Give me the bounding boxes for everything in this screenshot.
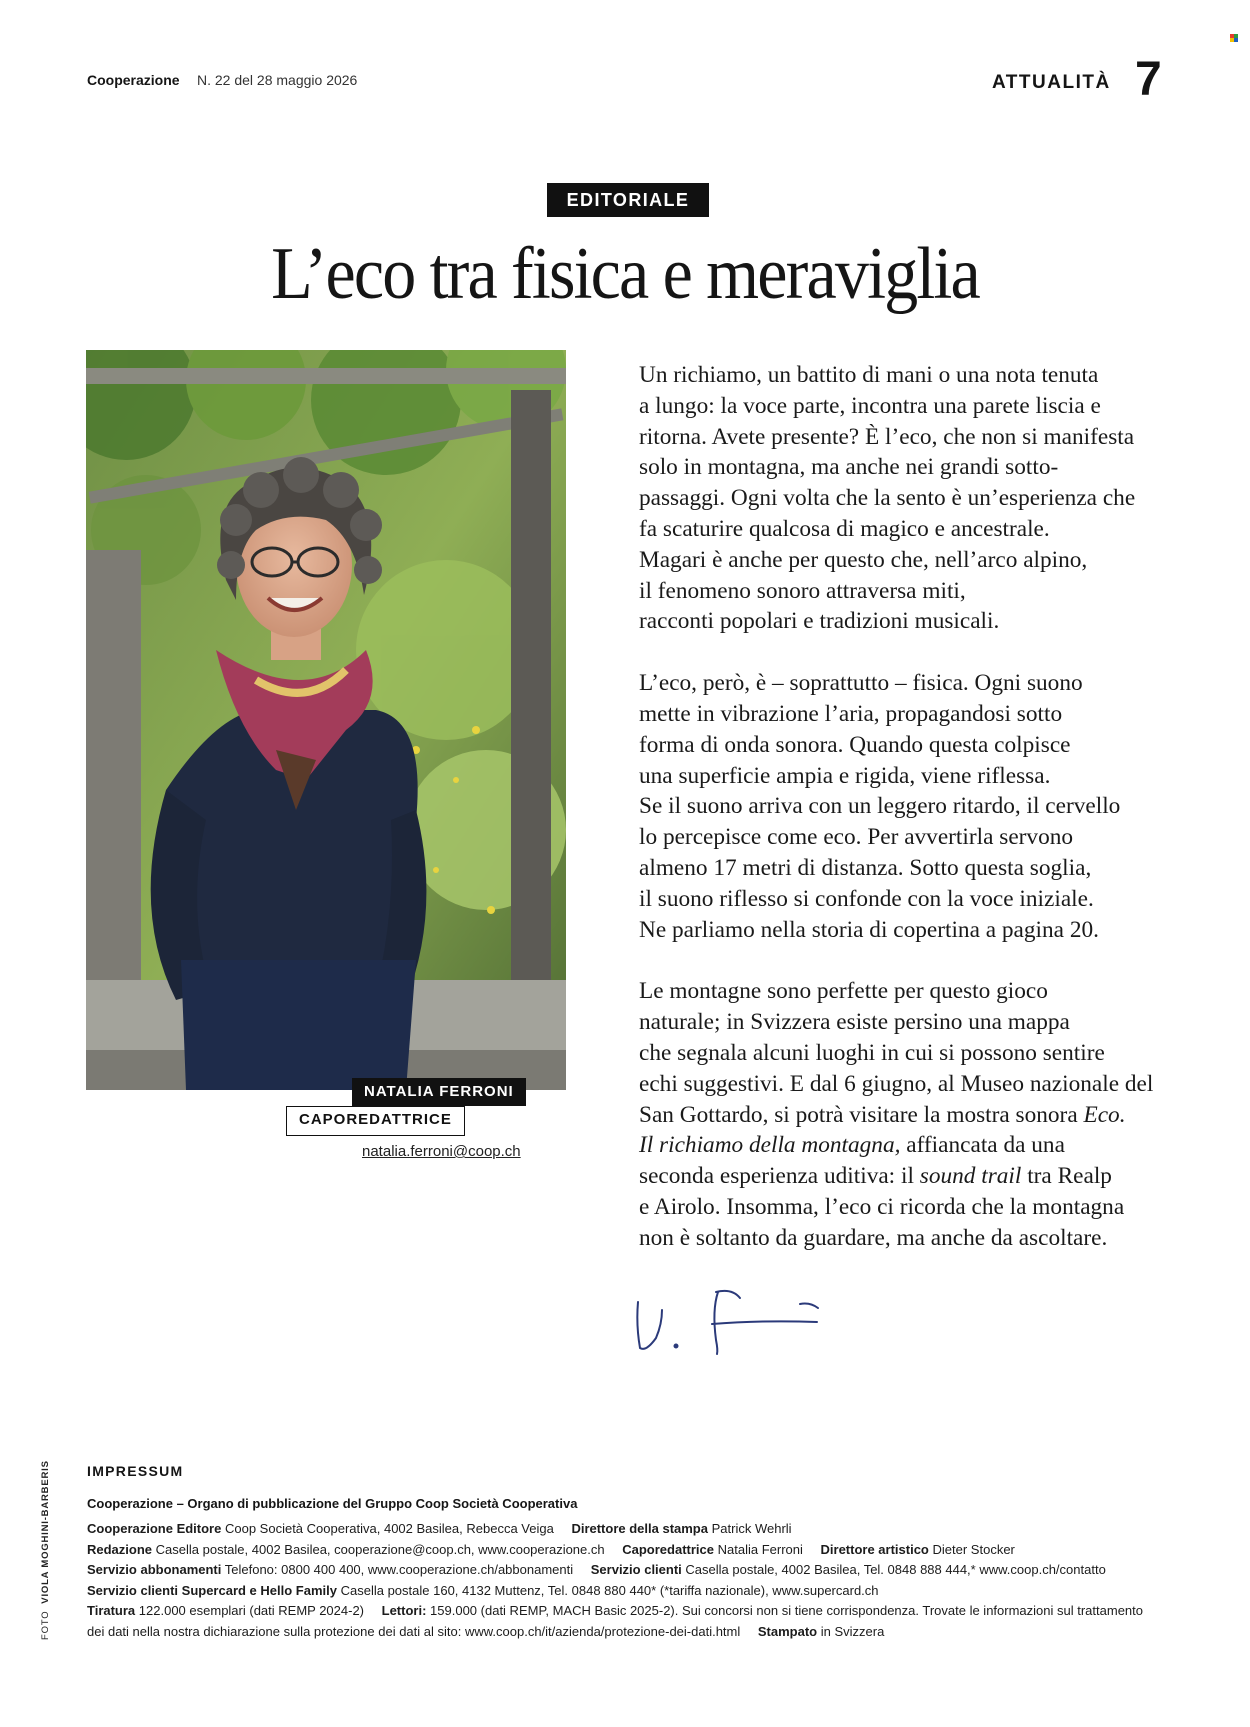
author-photo [86, 350, 566, 1090]
paragraph-3 [639, 976, 1199, 1253]
text-line: lo percepisce come eco. Per avvertirla servono [639, 824, 1074, 851]
text-line: Se il suono arriva con un leggero ritardo, il cervello [639, 793, 1121, 820]
impressum-subtitle: Cooperazione – Organo di pubblicazione del Gruppo Coop Società Cooperativa [87, 1496, 578, 1511]
handwritten-signature [632, 1280, 822, 1365]
impressum-line [87, 1519, 1187, 1540]
section-label: ATTUALITÀ [992, 72, 1111, 93]
impressum-line [87, 1622, 1187, 1643]
impressum-label: Stampato [757, 1623, 818, 1639]
impressum-label: Servizio abbonamenti [87, 1562, 222, 1578]
text-line [639, 1130, 1199, 1161]
impressum-value: Dieter Stocker [932, 1541, 1015, 1557]
impressum-label: Tiratura [87, 1603, 136, 1619]
impressum-value: dei dati nella nostra dichiarazione sulla protezione dei dati al sito: www.coop.ch/it/azienda/protezione-dei-dati.html [87, 1623, 741, 1639]
impressum-value: in Svizzera [820, 1623, 885, 1639]
impressum-label: Servizio clienti [590, 1562, 682, 1578]
text-line: il suono riflesso si confonde con la voce iniziale. [639, 885, 1094, 912]
author-name-label: NATALIA FERRONI [352, 1078, 526, 1106]
impressum-line [87, 1560, 1187, 1581]
publication-name: Cooperazione [87, 72, 180, 88]
text-line [639, 1100, 1199, 1131]
impressum-label: Direttore artistico [820, 1541, 929, 1557]
exhibition-title-italic: Eco. [1083, 1101, 1126, 1128]
impressum-value: Natalia Ferroni [717, 1541, 803, 1557]
text-line: non è soltanto da guardare, ma anche da ascoltare. [639, 1224, 1108, 1251]
text-line: che segnala alcuni luoghi in cui si possono sentire [639, 1039, 1105, 1066]
photo-credit [40, 1460, 51, 1640]
text-line: a lungo: la voce parte, incontra una parete liscia e [639, 392, 1101, 419]
impressum-value: Telefono: 0800 400 400, www.cooperazione.ch/abbonamenti [224, 1562, 574, 1578]
impressum-label: Redazione [87, 1541, 153, 1557]
text-line: e Airolo. Insomma, l’eco ci ricorda che la montagna [639, 1193, 1125, 1220]
text-line: Le montagne sono perfette per questo gioco [639, 978, 1048, 1005]
impressum-value: 122.000 esemplari (dati REMP 2024-2) [138, 1603, 365, 1619]
text-segment: San Gottardo, si potrà visitare la mostra sonora [639, 1101, 1084, 1128]
impressum-label: Caporedattrice [622, 1541, 714, 1557]
text-line: ritorna. Avete presente? È l’eco, che non si manifesta [639, 423, 1135, 450]
impressum-value: Coop Società Cooperativa, 4002 Basilea, Rebecca Veiga [224, 1521, 554, 1536]
impressum-line [87, 1581, 1187, 1602]
impressum-value: Casella postale 160, 4132 Muttenz, Tel. 0848 880 440* (*tariffa nazionale), www.supercard.ch [340, 1582, 879, 1598]
author-role-label: CAPOREDATTRICE [286, 1106, 465, 1136]
text-line: una superficie ampia e rigida, viene riflessa. [639, 762, 1051, 789]
impressum-line [87, 1540, 1187, 1561]
text-line: mette in vibrazione l’aria, propagandosi sotto [639, 700, 1063, 727]
sound-trail-italic: sound trail [919, 1163, 1022, 1190]
text-line: solo in montagna, ma anche nei grandi sotto- [639, 454, 1059, 481]
paragraph-2 [639, 668, 1199, 945]
impressum-value: Patrick Wehrli [711, 1521, 792, 1536]
text-line: almeno 17 metri di distanza. Sotto questa soglia, [639, 854, 1092, 881]
article-title: L’eco tra fisica e meraviglia [271, 233, 979, 315]
exhibition-subtitle-italic: Il richiamo della montagna, [639, 1132, 901, 1159]
text-line: naturale; in Svizzera esiste persino una mappa [639, 1009, 1070, 1036]
impressum-line [87, 1601, 1187, 1622]
article-body [639, 360, 1199, 1285]
text-line: L’eco, però, è – soprattutto – fisica. Ogni suono [639, 670, 1083, 697]
text-line [639, 1161, 1199, 1192]
issue-info: N. 22 del 28 maggio 2026 [197, 72, 358, 88]
text-line: racconti popolari e tradizioni musicali. [639, 608, 1000, 635]
impressum-label: Cooperazione Editore [87, 1521, 222, 1536]
paragraph-1 [639, 360, 1199, 637]
text-line: il fenomeno sonoro attraversa miti, [639, 577, 966, 604]
impressum-label: Servizio clienti Supercard e Hello Family [87, 1582, 337, 1598]
text-line: fa scaturire qualcosa di magico e ancestrale. [639, 515, 1050, 542]
impressum-value: Casella postale, 4002 Basilea, cooperazione@coop.ch, www.cooperazione.ch [155, 1541, 605, 1557]
impressum-label: Lettori: [381, 1603, 427, 1619]
print-color-mark [1230, 34, 1238, 42]
text-line: Un richiamo, un battito di mani o una nota tenuta [639, 362, 1099, 388]
page-number: 7 [1135, 53, 1162, 106]
impressum-title: IMPRESSUM [87, 1463, 184, 1479]
kicker-label: EDITORIALE [547, 183, 709, 217]
impressum-label: Direttore della stampa [571, 1521, 708, 1536]
text-line: passaggi. Ogni volta che la sento è un’esperienza che [639, 485, 1136, 512]
impressum-value: 159.000 (dati REMP, MACH Basic 2025-2). Sui concorsi non si tiene corrispondenza. Trovate le informazioni sul trattamento [430, 1603, 1143, 1619]
text-line: echi suggestivi. E dal 6 giugno, al Museo nazionale del [639, 1070, 1154, 1097]
photo-credit-name: VIOLA MOGHINI-BARBERIS [40, 1460, 51, 1604]
impressum-details [87, 1519, 1187, 1643]
text-segment: seconda esperienza uditiva: il [639, 1163, 920, 1190]
author-email-link[interactable]: natalia.ferroni@coop.ch [362, 1143, 521, 1160]
text-line: Ne parliamo nella storia di copertina a pagina 20. [639, 916, 1099, 943]
text-segment: affiancata da una [900, 1132, 1065, 1159]
text-line: forma di onda sonora. Quando questa colpisce [639, 731, 1071, 758]
text-segment: tra Realp [1021, 1163, 1112, 1190]
text-line: Magari è anche per questo che, nell’arco alpino, [639, 546, 1088, 573]
photo-credit-label: FOTO [40, 1610, 51, 1640]
impressum-value: Casella postale, 4002 Basilea, Tel. 0848 888 444,* www.coop.ch/contatto [685, 1562, 1106, 1578]
